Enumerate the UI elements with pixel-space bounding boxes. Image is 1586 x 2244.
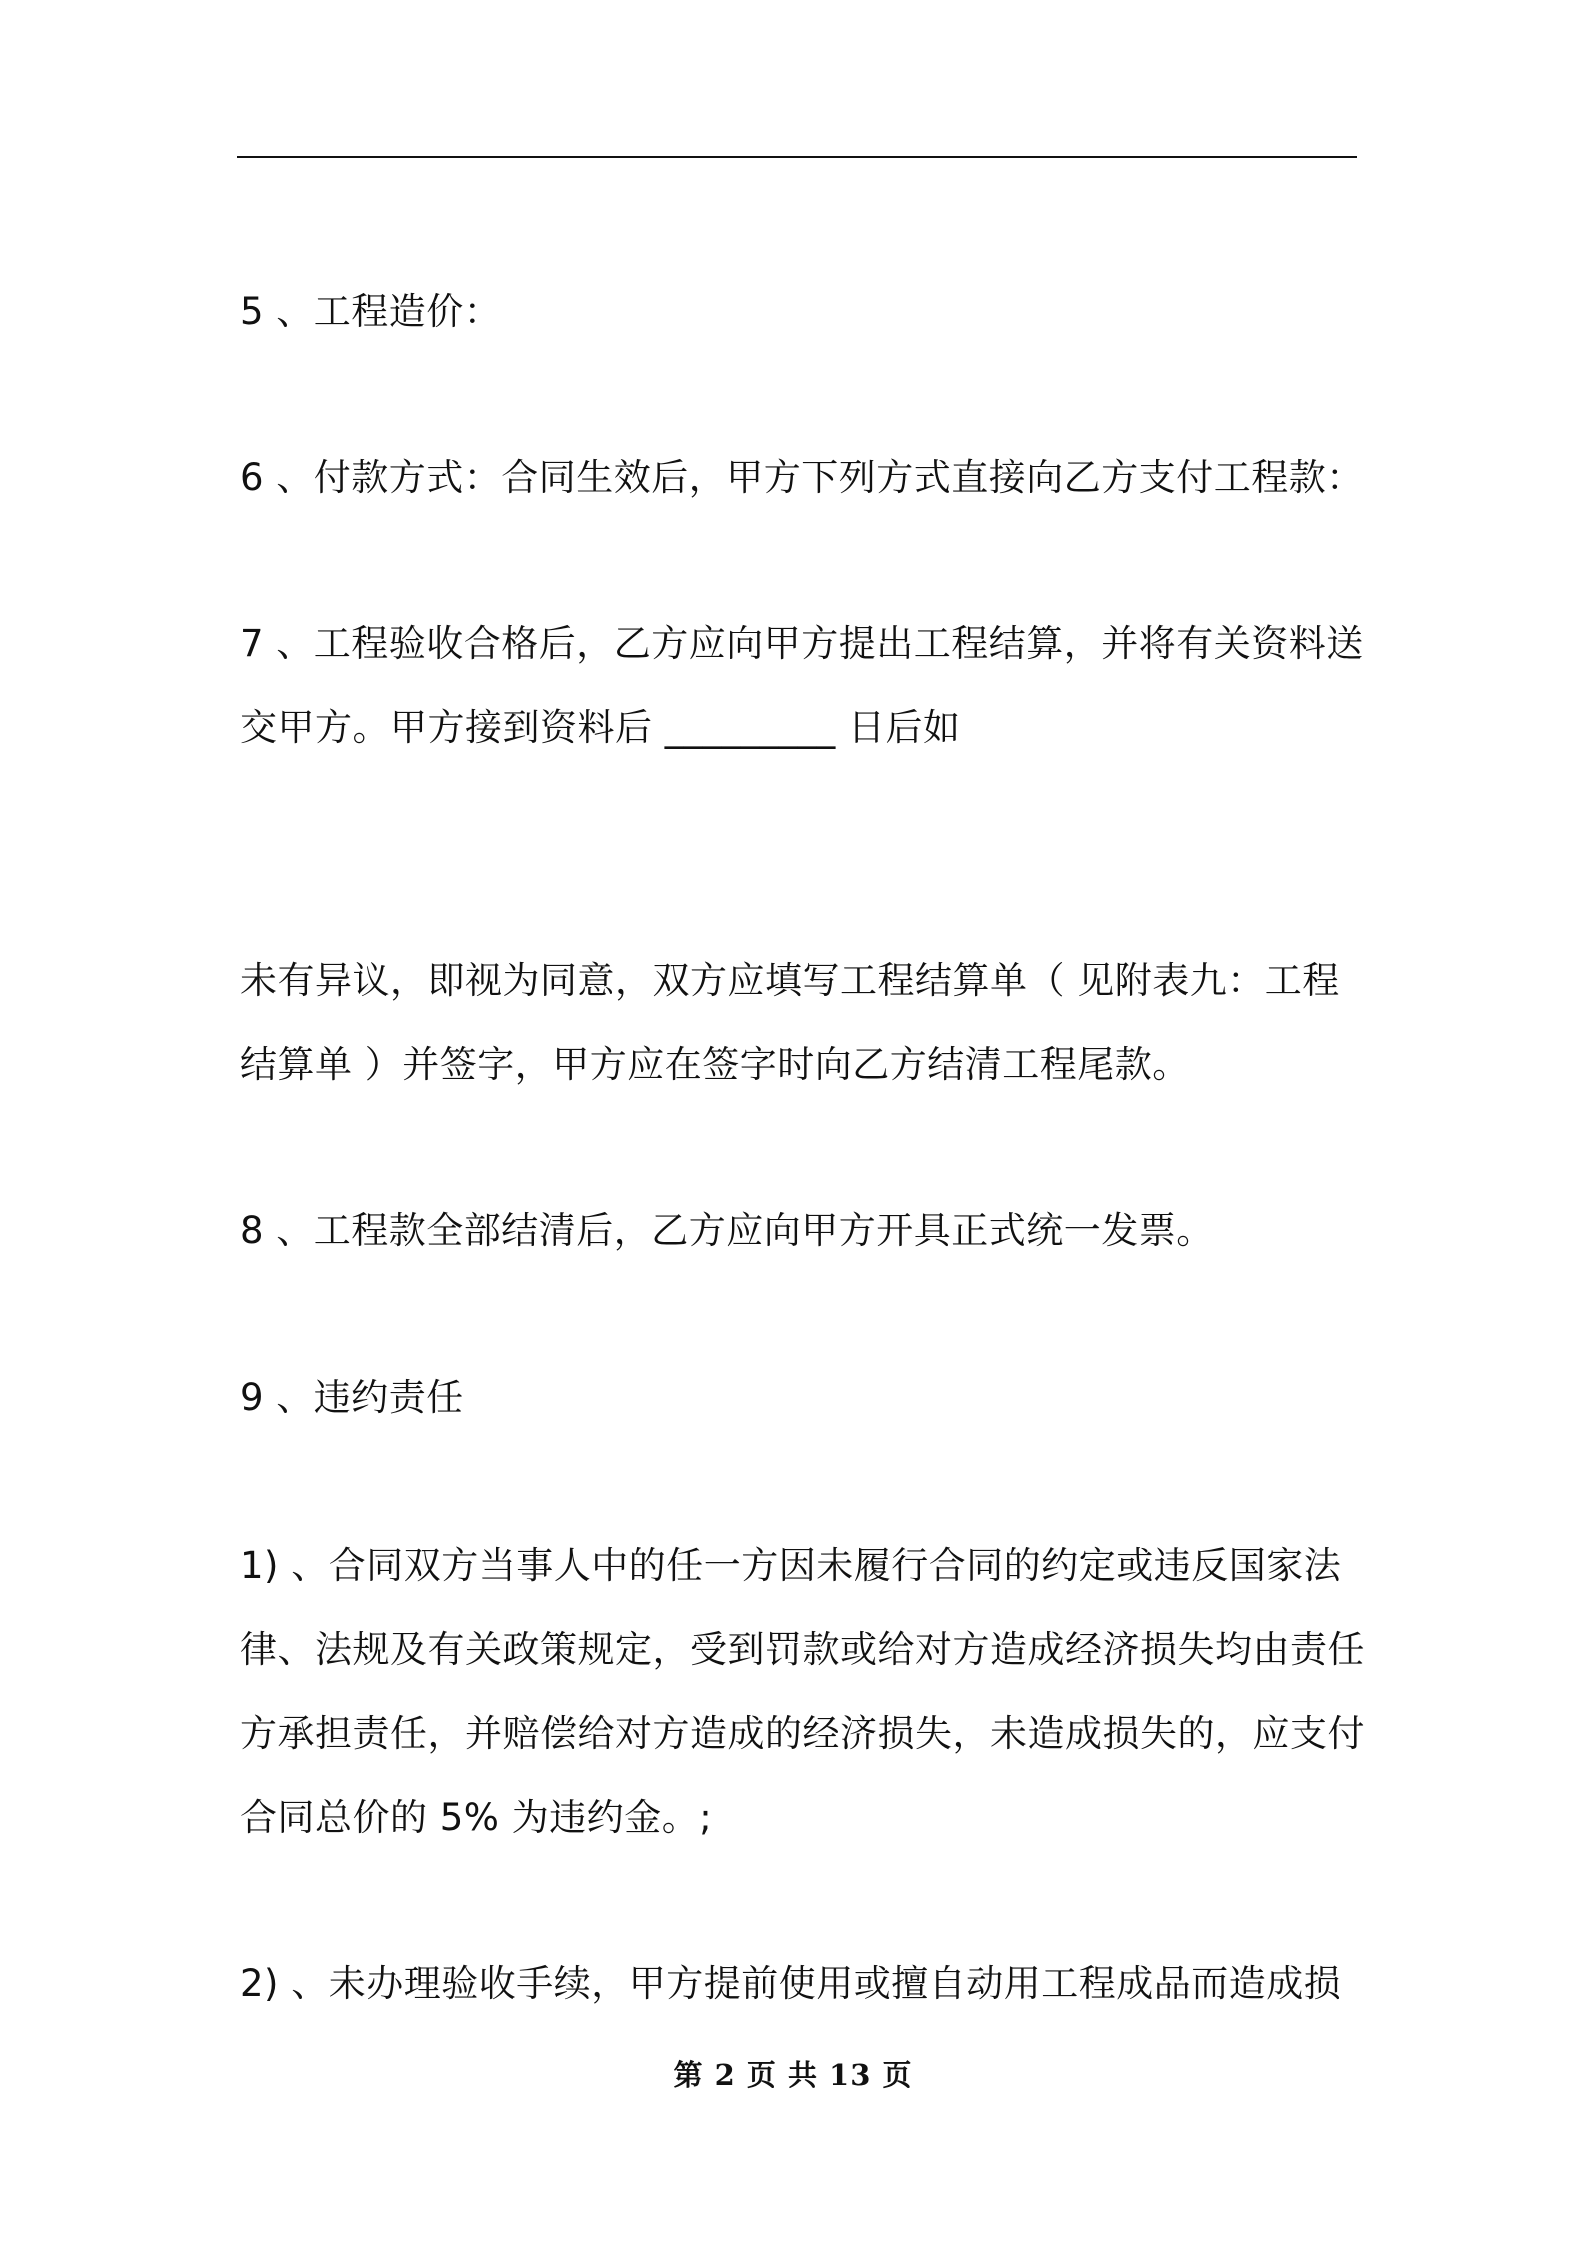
clause-7-line-1: 7 、工程验收合格后，乙方应向甲方提出工程结算，并将有关资料送 (240, 622, 1364, 665)
item-1-line-1: 1) 、合同双方当事人中的任一方因未履行合同的约定或违反国家法 (240, 1544, 1342, 1587)
page-number-footer: 第 2 页 共 13 页 (673, 2058, 913, 2092)
item-1-line-2: 律、法规及有关政策规定，受到罚款或给对方造成经济损失均由责任 (240, 1628, 1365, 1671)
clause-8-line: 8 、工程款全部结清后，乙方应向甲方开具正式统一发票。 (240, 1209, 1214, 1252)
item-2-line-1: 2) 、未办理验收手续，甲方提前使用或擅自动用工程成品而造成损 (240, 1962, 1342, 2005)
header-rule (237, 156, 1357, 158)
item-1-line-3: 方承担责任，并赔偿给对方造成的经济损失，未造成损失的，应支付 (240, 1712, 1365, 1755)
clause-9-heading: 9 、违约责任 (240, 1376, 464, 1419)
clause-7-line-4: 结算单 ）并签字，甲方应在签字时向乙方结清工程尾款。 (240, 1043, 1190, 1086)
item-1-line-4: 合同总价的 5% 为违约金。; (240, 1796, 713, 1839)
clause-5-line: 5 、工程造价： (240, 290, 502, 333)
clause-7-line-3: 未有异议，即视为同意，双方应填写工程结算单（ 见附表九：工程 (240, 959, 1340, 1002)
clause-7-line-2: 交甲方。甲方接到资料后 _________ 日后如 (240, 706, 961, 749)
clause-6-line: 6 、付款方式：合同生效后，甲方下列方式直接向乙方支付工程款： (240, 456, 1364, 499)
